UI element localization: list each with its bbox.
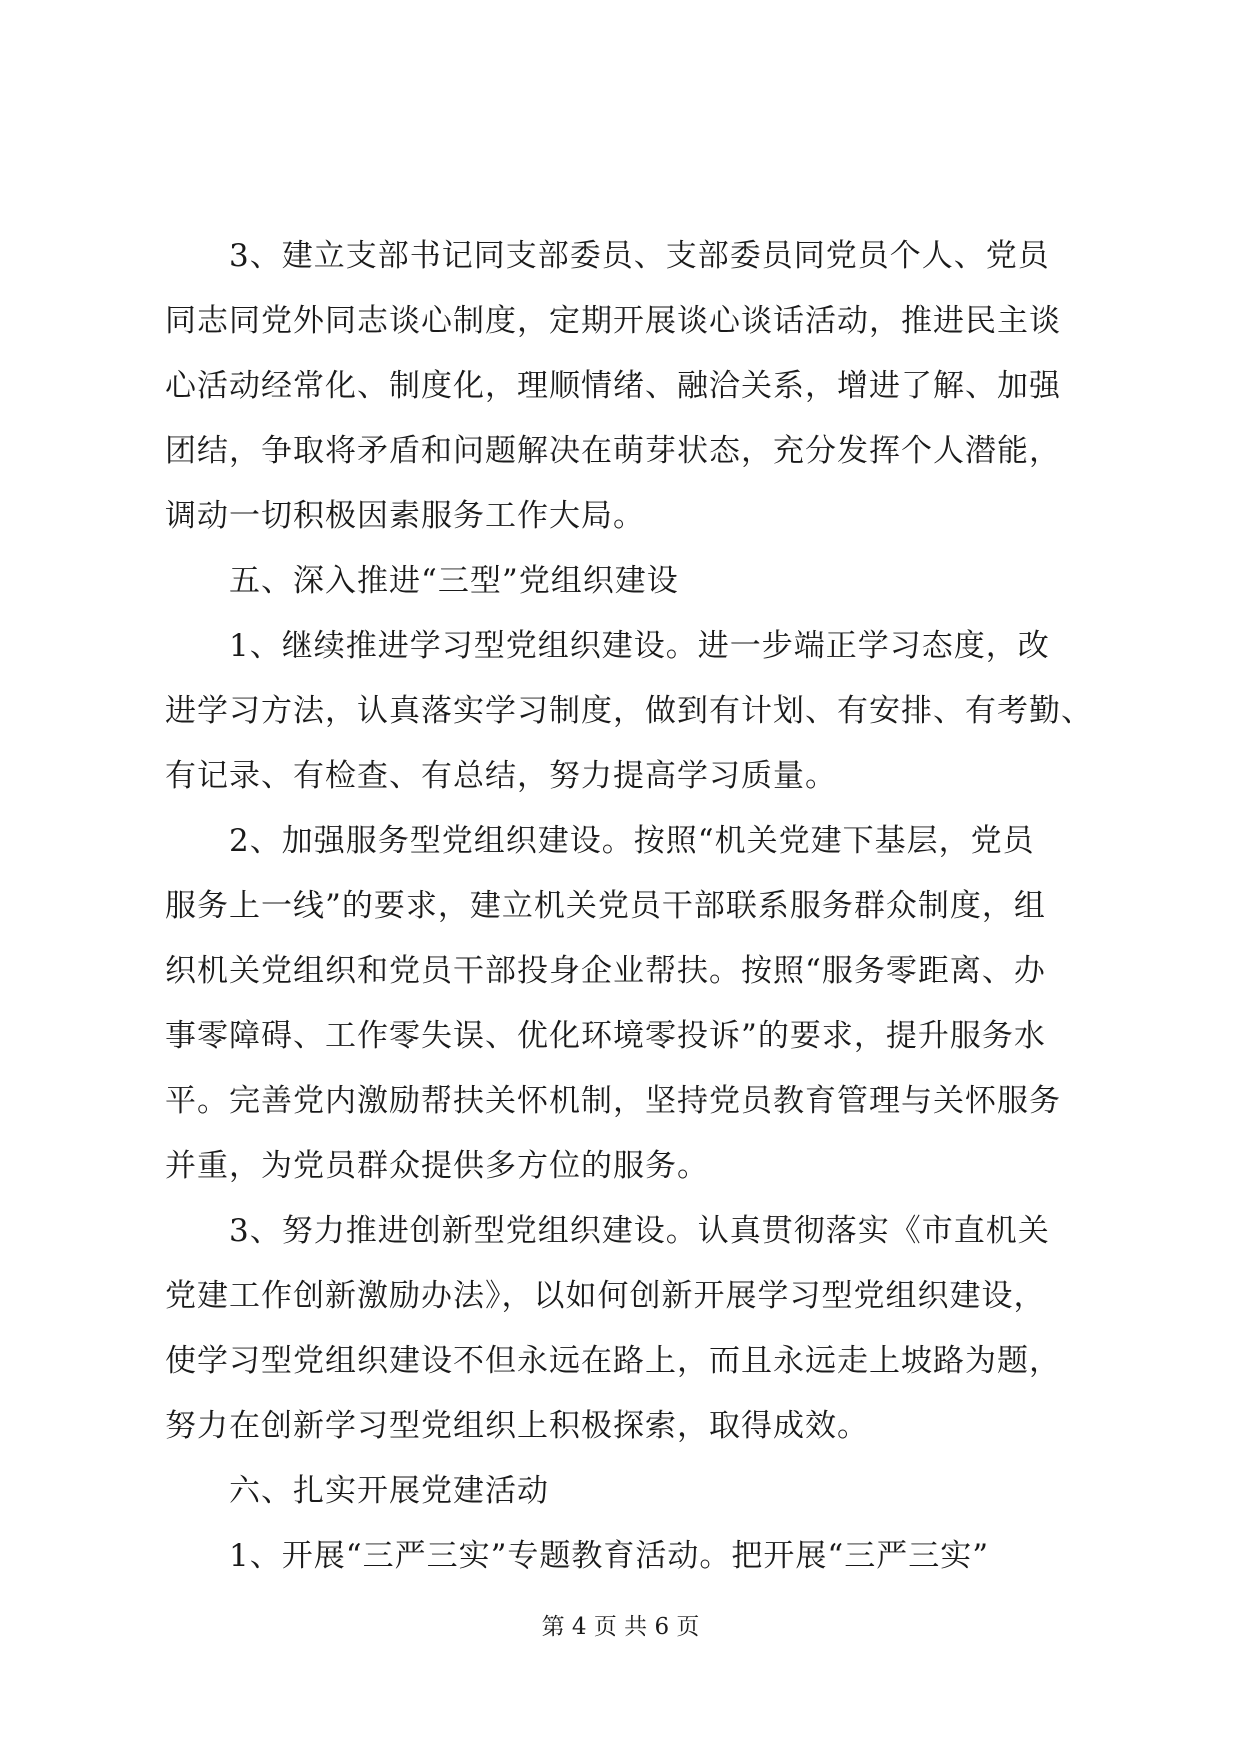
section-heading-6: 六、扎实开展党建活动 [229,1473,549,1509]
item-5-2-line-4: 事零障碍、工作零失误、优化环境零投诉”的要求，提升服务水 [165,1018,1046,1054]
item-6-1-line-1: 1、开展“三严三实”专题教育活动。把开展“三严三实” [229,1538,990,1574]
paragraph-3-line-4: 团结，争取将矛盾和问题解决在萌芽状态，充分发挥个人潜能， [165,433,1061,469]
section-heading-5: 五、深入推进“三型”党组织建设 [229,563,679,599]
page-number-footer: 第 4 页 共 6 页 [541,1614,700,1640]
item-5-2-line-1: 2、加强服务型党组织建设。按照“机关党建下基层，党员 [229,823,1035,859]
item-5-3-line-1: 3、努力推进创新型党组织建设。认真贯彻落实《市直机关 [229,1213,1050,1249]
paragraph-3-line-5: 调动一切积极因素服务工作大局。 [165,498,645,534]
item-5-2-line-6: 并重，为党员群众提供多方位的服务。 [165,1148,709,1184]
item-5-1-line-2: 进学习方法，认真落实学习制度，做到有计划、有安排、有考勤、 [165,693,1093,729]
paragraph-3-line-2: 同志同党外同志谈心制度，定期开展谈心谈话活动，推进民主谈 [165,303,1061,339]
item-5-2-line-5: 平。完善党内激励帮扶关怀机制，坚持党员教育管理与关怀服务 [165,1083,1061,1119]
item-5-1-line-3: 有记录、有检查、有总结，努力提高学习质量。 [165,758,837,794]
item-5-3-line-3: 使学习型党组织建设不但永远在路上，而且永远走上坡路为题， [165,1343,1061,1379]
paragraph-3-line-1: 3、建立支部书记同支部委员、支部委员同党员个人、党员 [229,238,1050,274]
item-5-3-line-4: 努力在创新学习型党组织上积极探索，取得成效。 [165,1408,869,1444]
item-5-2-line-2: 服务上一线”的要求，建立机关党员干部联系服务群众制度，组 [165,888,1046,924]
paragraph-3-line-3: 心活动经常化、制度化，理顺情绪、融洽关系，增进了解、加强 [165,368,1061,404]
item-5-1-line-1: 1、继续推进学习型党组织建设。进一步端正学习态度，改 [229,628,1050,664]
item-5-2-line-3: 织机关党组织和党员干部投身企业帮扶。按照“服务零距离、办 [165,953,1046,989]
item-5-3-line-2: 党建工作创新激励办法》，以如何创新开展学习型党组织建设， [165,1278,1046,1314]
